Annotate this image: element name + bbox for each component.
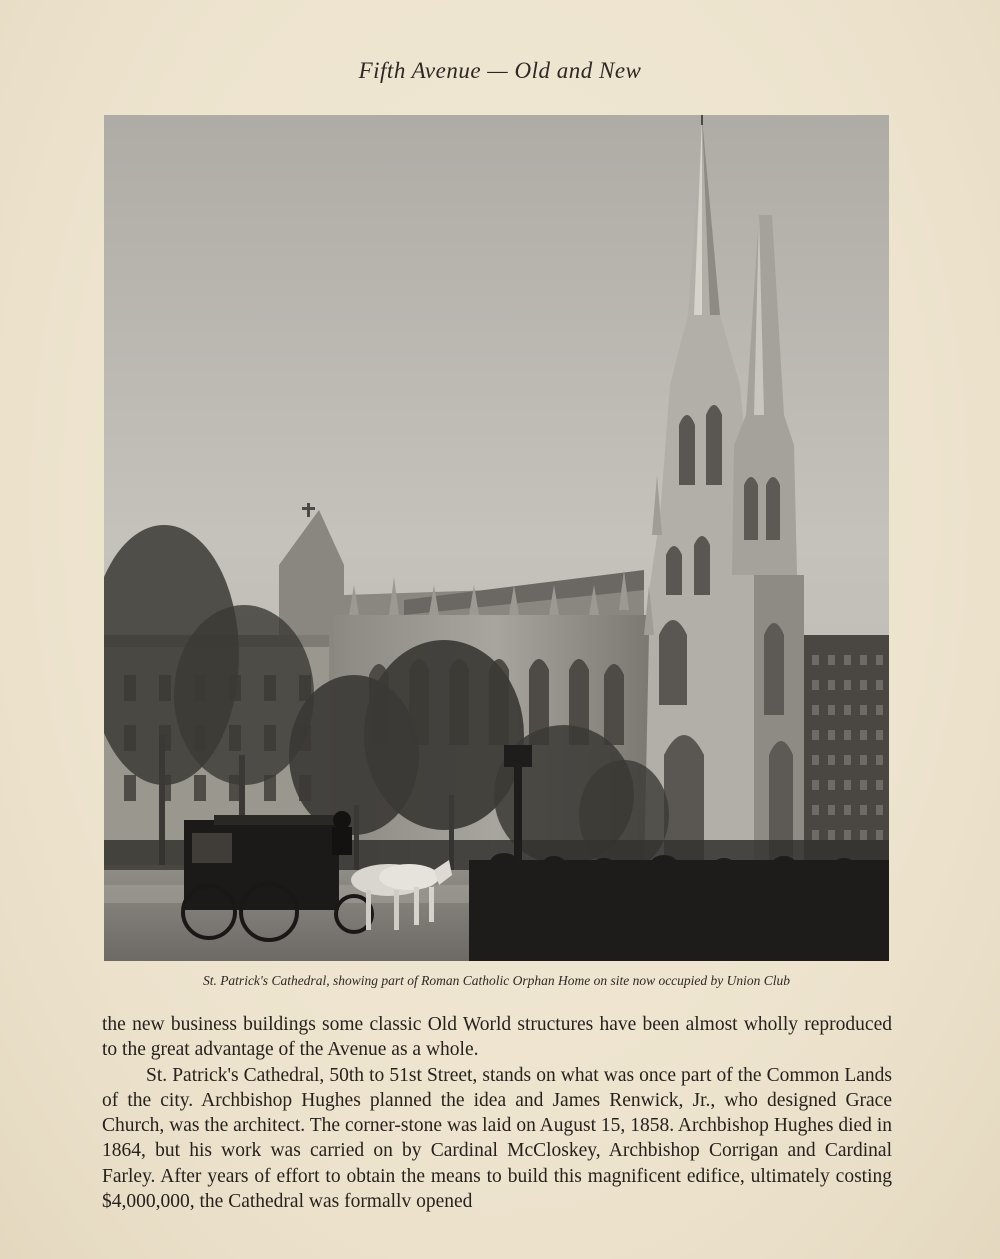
running-head: Fifth Avenue — Old and New	[358, 58, 642, 83]
photo-caption: St. Patrick's Cathedral, showing part of Roman Catholic Orphan Home on site now occupied by Union Club	[202, 973, 791, 988]
cathedral-photograph	[104, 115, 889, 961]
body-text	[102, 1012, 892, 1214]
crowd	[469, 853, 889, 961]
paragraph: the new business buildings some classic Old World structures have been almost wholly reproduced to the great advantage of the Avenue as a whole.	[102, 1014, 892, 1061]
paragraph: St. Patrick's Cathedral, 50th to 51st Street, stands on what was once part of the Common Lands of the city. Archbishop Hughes planned the idea and James Renwick, Jr., who designed Grace Church, was the architect. The corner-stone was laid on August 15, 1858. Archbishop Hughes died in 1864, but his work was carried on by Cardinal McCloskey, Archbishop Corrigan and Cardinal Farley. After years of effort to obtain the means to build this magnificent edifice, ultimately costing $4,000,000, the Cathedral was formallv opened	[102, 1064, 892, 1213]
